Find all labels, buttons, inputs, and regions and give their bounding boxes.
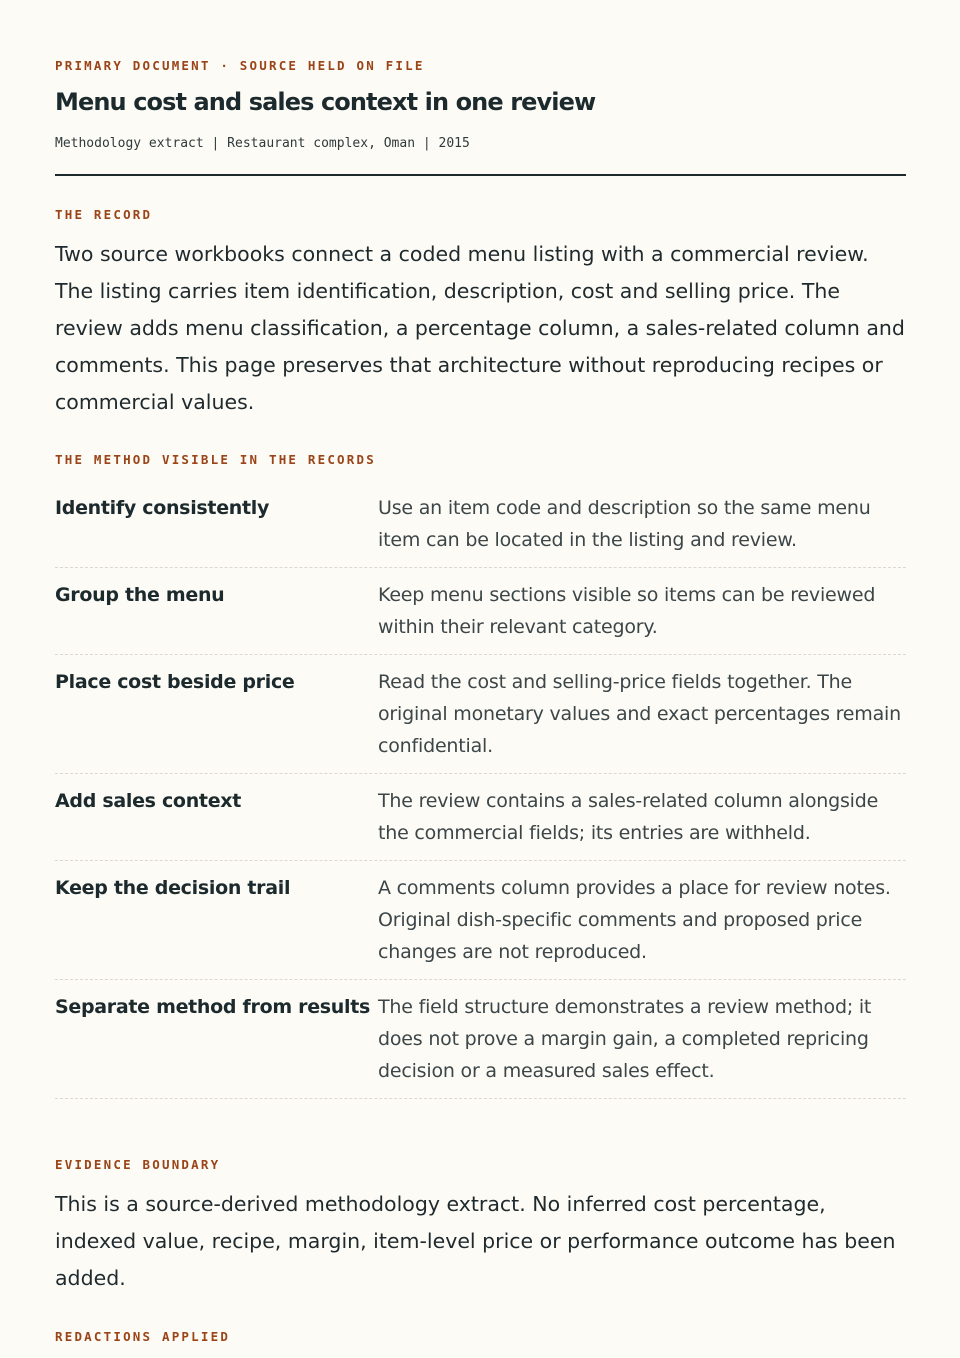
section-label-redactions: REDACTIONS APPLIED — [55, 1329, 231, 1344]
method-step — [55, 666, 906, 774]
method-step — [55, 579, 906, 655]
method-step-description: Read the cost and selling-price fields together. The original monetary values and exact percentages remain confidential. — [378, 671, 901, 757]
section-label-record: THE RECORD — [55, 207, 153, 222]
method-step-description: The review contains a sales-related column alongside the commercial fields; its entries are withheld. — [378, 790, 879, 844]
header-divider — [55, 174, 906, 176]
method-step — [55, 991, 906, 1099]
method-step-name: Place cost beside price — [55, 671, 295, 693]
document-kicker: PRIMARY DOCUMENT · SOURCE HELD ON FILE — [55, 58, 425, 73]
document-meta: Methodology extract | Restaurant complex, Oman | 2015 — [55, 136, 470, 151]
method-steps-list — [55, 492, 906, 1110]
method-step-name: Add sales context — [55, 790, 242, 812]
method-step-name: Identify consistently — [55, 497, 270, 519]
method-step — [55, 872, 906, 980]
method-step-description: Use an item code and description so the same menu item can be located in the listing and review. — [378, 497, 871, 551]
page-title: Menu cost and sales context in one review — [55, 88, 596, 116]
evidence-boundary-paragraph: This is a source-derived methodology extract. No inferred cost percentage, indexed value, recipe, margin, item-level price or performance outcome has been added. — [55, 1192, 896, 1290]
method-step-description: A comments column provides a place for review notes. Original dish-specific comments and proposed price changes are not reproduced. — [378, 877, 891, 963]
section-label-evidence-boundary: EVIDENCE BOUNDARY — [55, 1157, 221, 1172]
method-step-name: Keep the decision trail — [55, 877, 291, 899]
record-paragraph: Two source workbooks connect a coded menu listing with a commercial review. The listing carries item identification, description, cost and selling price. The review adds menu classification, a percentage column, a sales-related column and comments. This page preserves that architecture without reproducing recipes or commercial values. — [55, 242, 905, 414]
method-step — [55, 492, 906, 568]
method-step-name: Group the menu — [55, 584, 225, 606]
method-step-name: Separate method from results — [55, 996, 371, 1018]
method-step — [55, 785, 906, 861]
section-label-method: THE METHOD VISIBLE IN THE RECORDS — [55, 452, 376, 467]
method-step-description: The field structure demonstrates a review method; it does not prove a margin gain, a completed repricing decision or a measured sales effect. — [378, 996, 872, 1082]
method-step-description: Keep menu sections visible so items can be reviewed within their relevant category. — [378, 584, 876, 638]
